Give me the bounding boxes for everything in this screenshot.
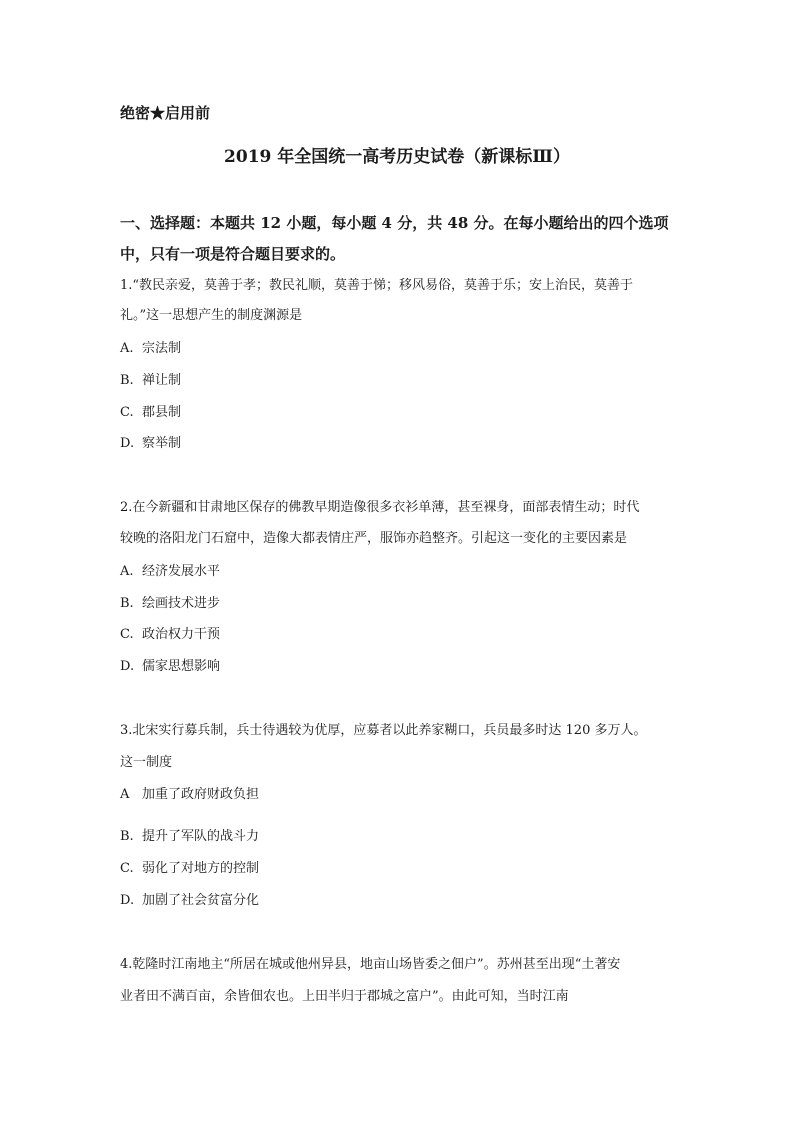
option-letter: A. <box>120 341 134 356</box>
option-text: 提升了军队的战斗力 <box>142 829 260 844</box>
question-2-option-d <box>120 655 220 674</box>
question-1-option-d <box>120 432 181 451</box>
page-title: 2019 年全国统一高考历史试卷（新课标Ⅲ） <box>224 147 570 167</box>
option-letter: B. <box>120 596 134 611</box>
option-text: 察举制 <box>142 436 182 451</box>
option-letter: A. <box>120 564 134 579</box>
option-text: 绘画技术进步 <box>142 596 221 611</box>
question-1-option-c <box>120 401 181 420</box>
option-text: 宗法制 <box>142 341 182 356</box>
option-letter: B. <box>120 373 134 388</box>
option-text: 政治权力干预 <box>142 627 221 642</box>
secret-mark: 绝密★启用前 <box>120 104 211 122</box>
option-text: 禅让制 <box>142 373 182 388</box>
question-2-option-b <box>120 592 220 611</box>
question-1-line-1: 1.“教民亲爱，莫善于孝；教民礼顺，莫善于悌；移风易俗，莫善于乐；安上治民，莫善于 <box>120 278 634 293</box>
question-3-option-d <box>120 889 259 908</box>
question-4-line-1: 4.乾隆时江南地主“所居在城或他州异县，地亩山场皆委之佃户”。苏州甚至出现“土著安 <box>120 957 621 972</box>
question-2-line-1: 2.在今新疆和甘肃地区保存的佛教早期造像很多衣衫单薄，甚至裸身，面部表情生动；时代 <box>120 500 640 515</box>
option-text: 弱化了对地方的控制 <box>142 861 260 876</box>
section-instructions: 一、选择题：本题共 12 小题，每小题 4 分，共 48 分。在每小题给出的四个选项中，只有一项是符合题目要求的。 <box>120 214 669 263</box>
question-1-option-a <box>120 337 181 356</box>
question-3-line-1: 3.北宋实行募兵制，兵士待遇较为优厚，应募者以此养家糊口，兵员最多时达 120 多万人。 <box>120 723 647 738</box>
question-2-line-2: 较晚的洛阳龙门石窟中，造像大都表情庄严，服饰亦趋整齐。引起这一变化的主要因素是 <box>120 531 628 546</box>
question-1-option-b <box>120 369 181 388</box>
option-letter: B. <box>120 829 134 844</box>
option-text: 经济发展水平 <box>142 564 221 579</box>
question-3-line-2: 这一制度 <box>120 755 173 770</box>
option-letter: C. <box>120 627 134 642</box>
option-text: 加剧了社会贫富分化 <box>142 893 260 908</box>
option-letter: D. <box>120 893 135 908</box>
option-letter: A <box>120 787 130 802</box>
option-text: 加重了政府财政负担 <box>142 787 260 802</box>
question-3-option-b <box>120 825 259 844</box>
option-letter: D. <box>120 436 135 451</box>
option-letter: C. <box>120 861 134 876</box>
question-3-option-a <box>120 783 259 802</box>
question-3-option-c <box>120 857 259 876</box>
option-letter: C. <box>120 405 134 420</box>
option-text: 儒家思想影响 <box>142 659 221 674</box>
option-letter: D. <box>120 659 135 674</box>
question-4-line-2: 业者田不满百亩，余皆佃农也。上田半归于郡城之富户”。由此可知，当时江南 <box>120 989 569 1004</box>
question-2-option-c <box>120 623 220 642</box>
question-1-line-2: 礼。”这一思想产生的制度渊源是 <box>120 308 303 323</box>
question-2-option-a <box>120 560 220 579</box>
option-text: 郡县制 <box>142 405 182 420</box>
